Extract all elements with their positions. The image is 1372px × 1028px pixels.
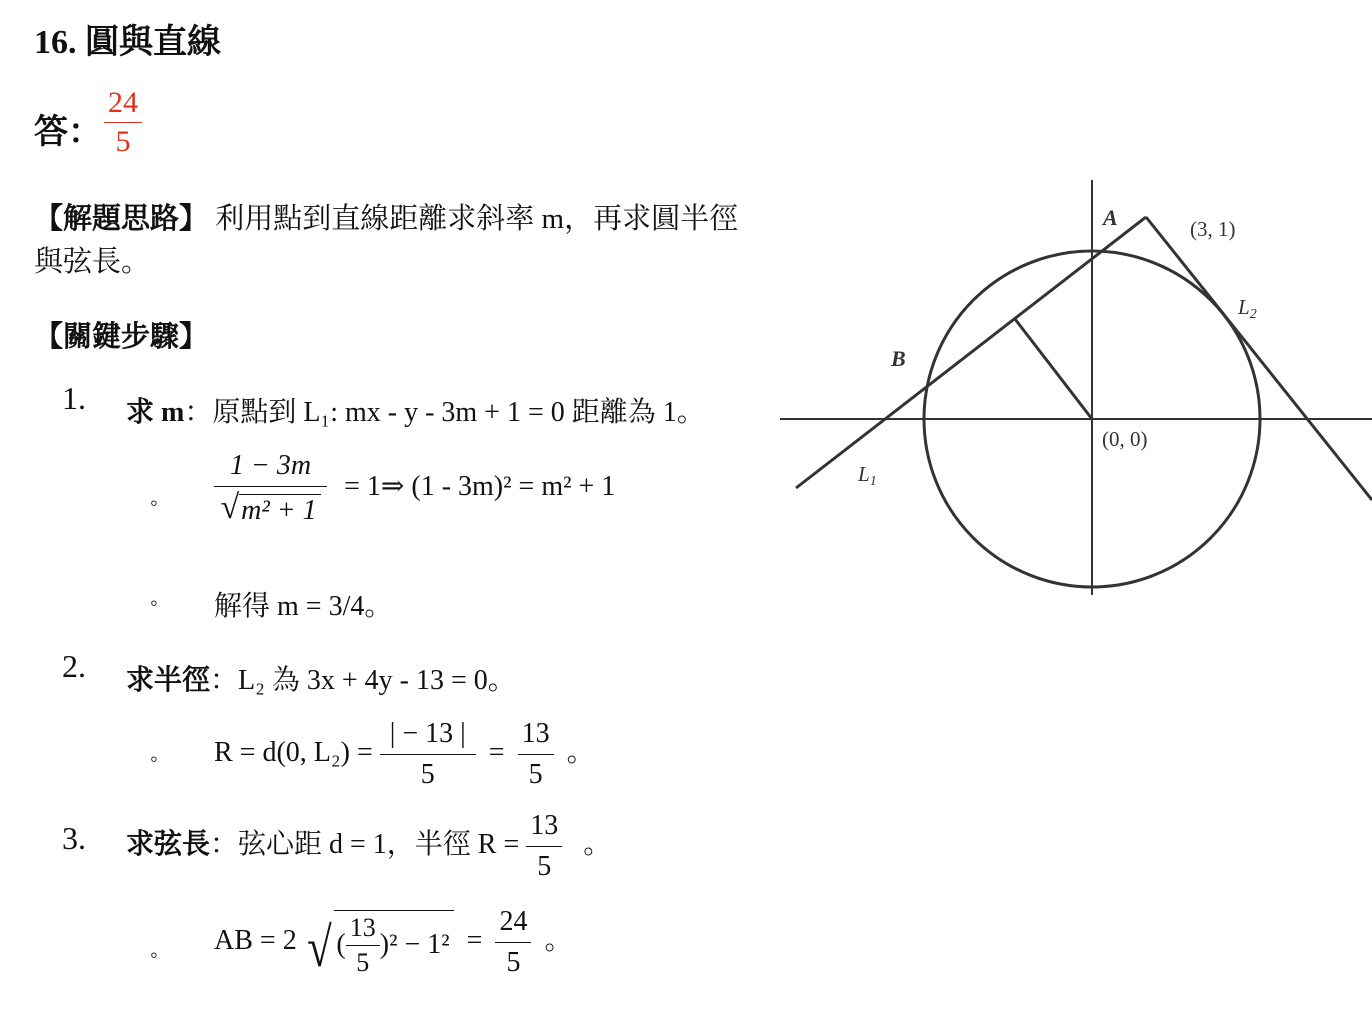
step-3-res-num: 24	[495, 908, 531, 943]
step-3-bullet-1: ◦	[150, 942, 158, 967]
step-3-end-2: 。	[544, 924, 573, 956]
step-2-frac1-den: 5	[420, 759, 435, 790]
step-3-end: 。	[583, 828, 612, 860]
step-2-frac2-num: 13	[518, 720, 554, 755]
label-b: B	[891, 346, 906, 371]
line-l1	[796, 217, 1146, 488]
key-steps-label: 【關鍵步驟】	[34, 321, 209, 353]
step-1-bullet-1: ◦	[150, 490, 158, 515]
step-3-inner-num: 13	[346, 915, 380, 946]
label-point-3-1: (3, 1)	[1190, 217, 1236, 241]
sqrt-symbol: √	[220, 489, 240, 526]
step-2-heading: 求半徑	[126, 665, 211, 696]
label-origin: (0, 0)	[1102, 427, 1148, 451]
problem-title: 16. 圓與直線	[34, 24, 221, 61]
label-l2: L2	[1238, 295, 1257, 322]
step-1-bullet-2: ◦	[150, 590, 158, 615]
step-2-bullet-1: ◦	[150, 746, 158, 771]
step-3-marker: 3.	[62, 820, 86, 856]
step-2-frac1-num: | − 13 |	[380, 720, 476, 755]
step-1-result: 解得 m = 3/4。	[214, 591, 393, 622]
step-3-text: ：弦心距 d = 1，半徑 R =	[210, 828, 520, 860]
step-3-lhs: AB = 2	[214, 924, 297, 956]
label-l1: L1	[858, 462, 877, 489]
step-3-res-den: 5	[506, 947, 521, 978]
step-3-inner-rest: )² − 1²	[379, 929, 450, 960]
line-l2	[1146, 217, 1372, 500]
step-3-eq: =	[466, 924, 483, 956]
answer-denominator: 5	[115, 125, 131, 158]
step-2-text: ：L₂ 為 3x + 4y - 13 = 0。	[210, 665, 516, 696]
approach-label: 【解題思路】	[34, 203, 209, 235]
step-2-marker: 2.	[62, 648, 86, 684]
step-1-heading: 求 m	[126, 397, 185, 428]
answer-numerator: 24	[104, 88, 142, 123]
step-1-frac-num: 1 − 3m	[214, 452, 327, 487]
sqrt-symbol-large: √	[306, 916, 332, 979]
step-2-lhs: R = d(0, L₂) =	[214, 736, 373, 768]
answer-label: 答：	[34, 114, 102, 151]
approach-text: 利用點到直線距離求斜率 m，再求圓半徑與弦長。	[34, 203, 739, 278]
step-1-text: ：原點到 L₁: mx - y - 3m + 1 = 0 距離為 1。	[184, 397, 705, 428]
step-3-inner-den: 5	[356, 947, 370, 977]
step-3-heading: 求弦長	[126, 828, 211, 860]
step-2-frac2-den: 5	[528, 759, 543, 790]
perpendicular-segment	[1015, 319, 1092, 419]
step-1-rest: = 1⇒ (1 - 3m)² = m² + 1	[344, 470, 616, 502]
label-a: A	[1103, 205, 1118, 230]
step-3-frac-den: 5	[537, 851, 552, 882]
step-3-inner-open: (	[336, 929, 346, 960]
step-2-end: 。	[566, 736, 595, 768]
step-3-frac-num: 13	[526, 812, 562, 847]
step-1-sqrt-inner: m² + 1	[239, 494, 321, 525]
step-1-marker: 1.	[62, 380, 86, 416]
step-2-eq: =	[488, 736, 505, 768]
